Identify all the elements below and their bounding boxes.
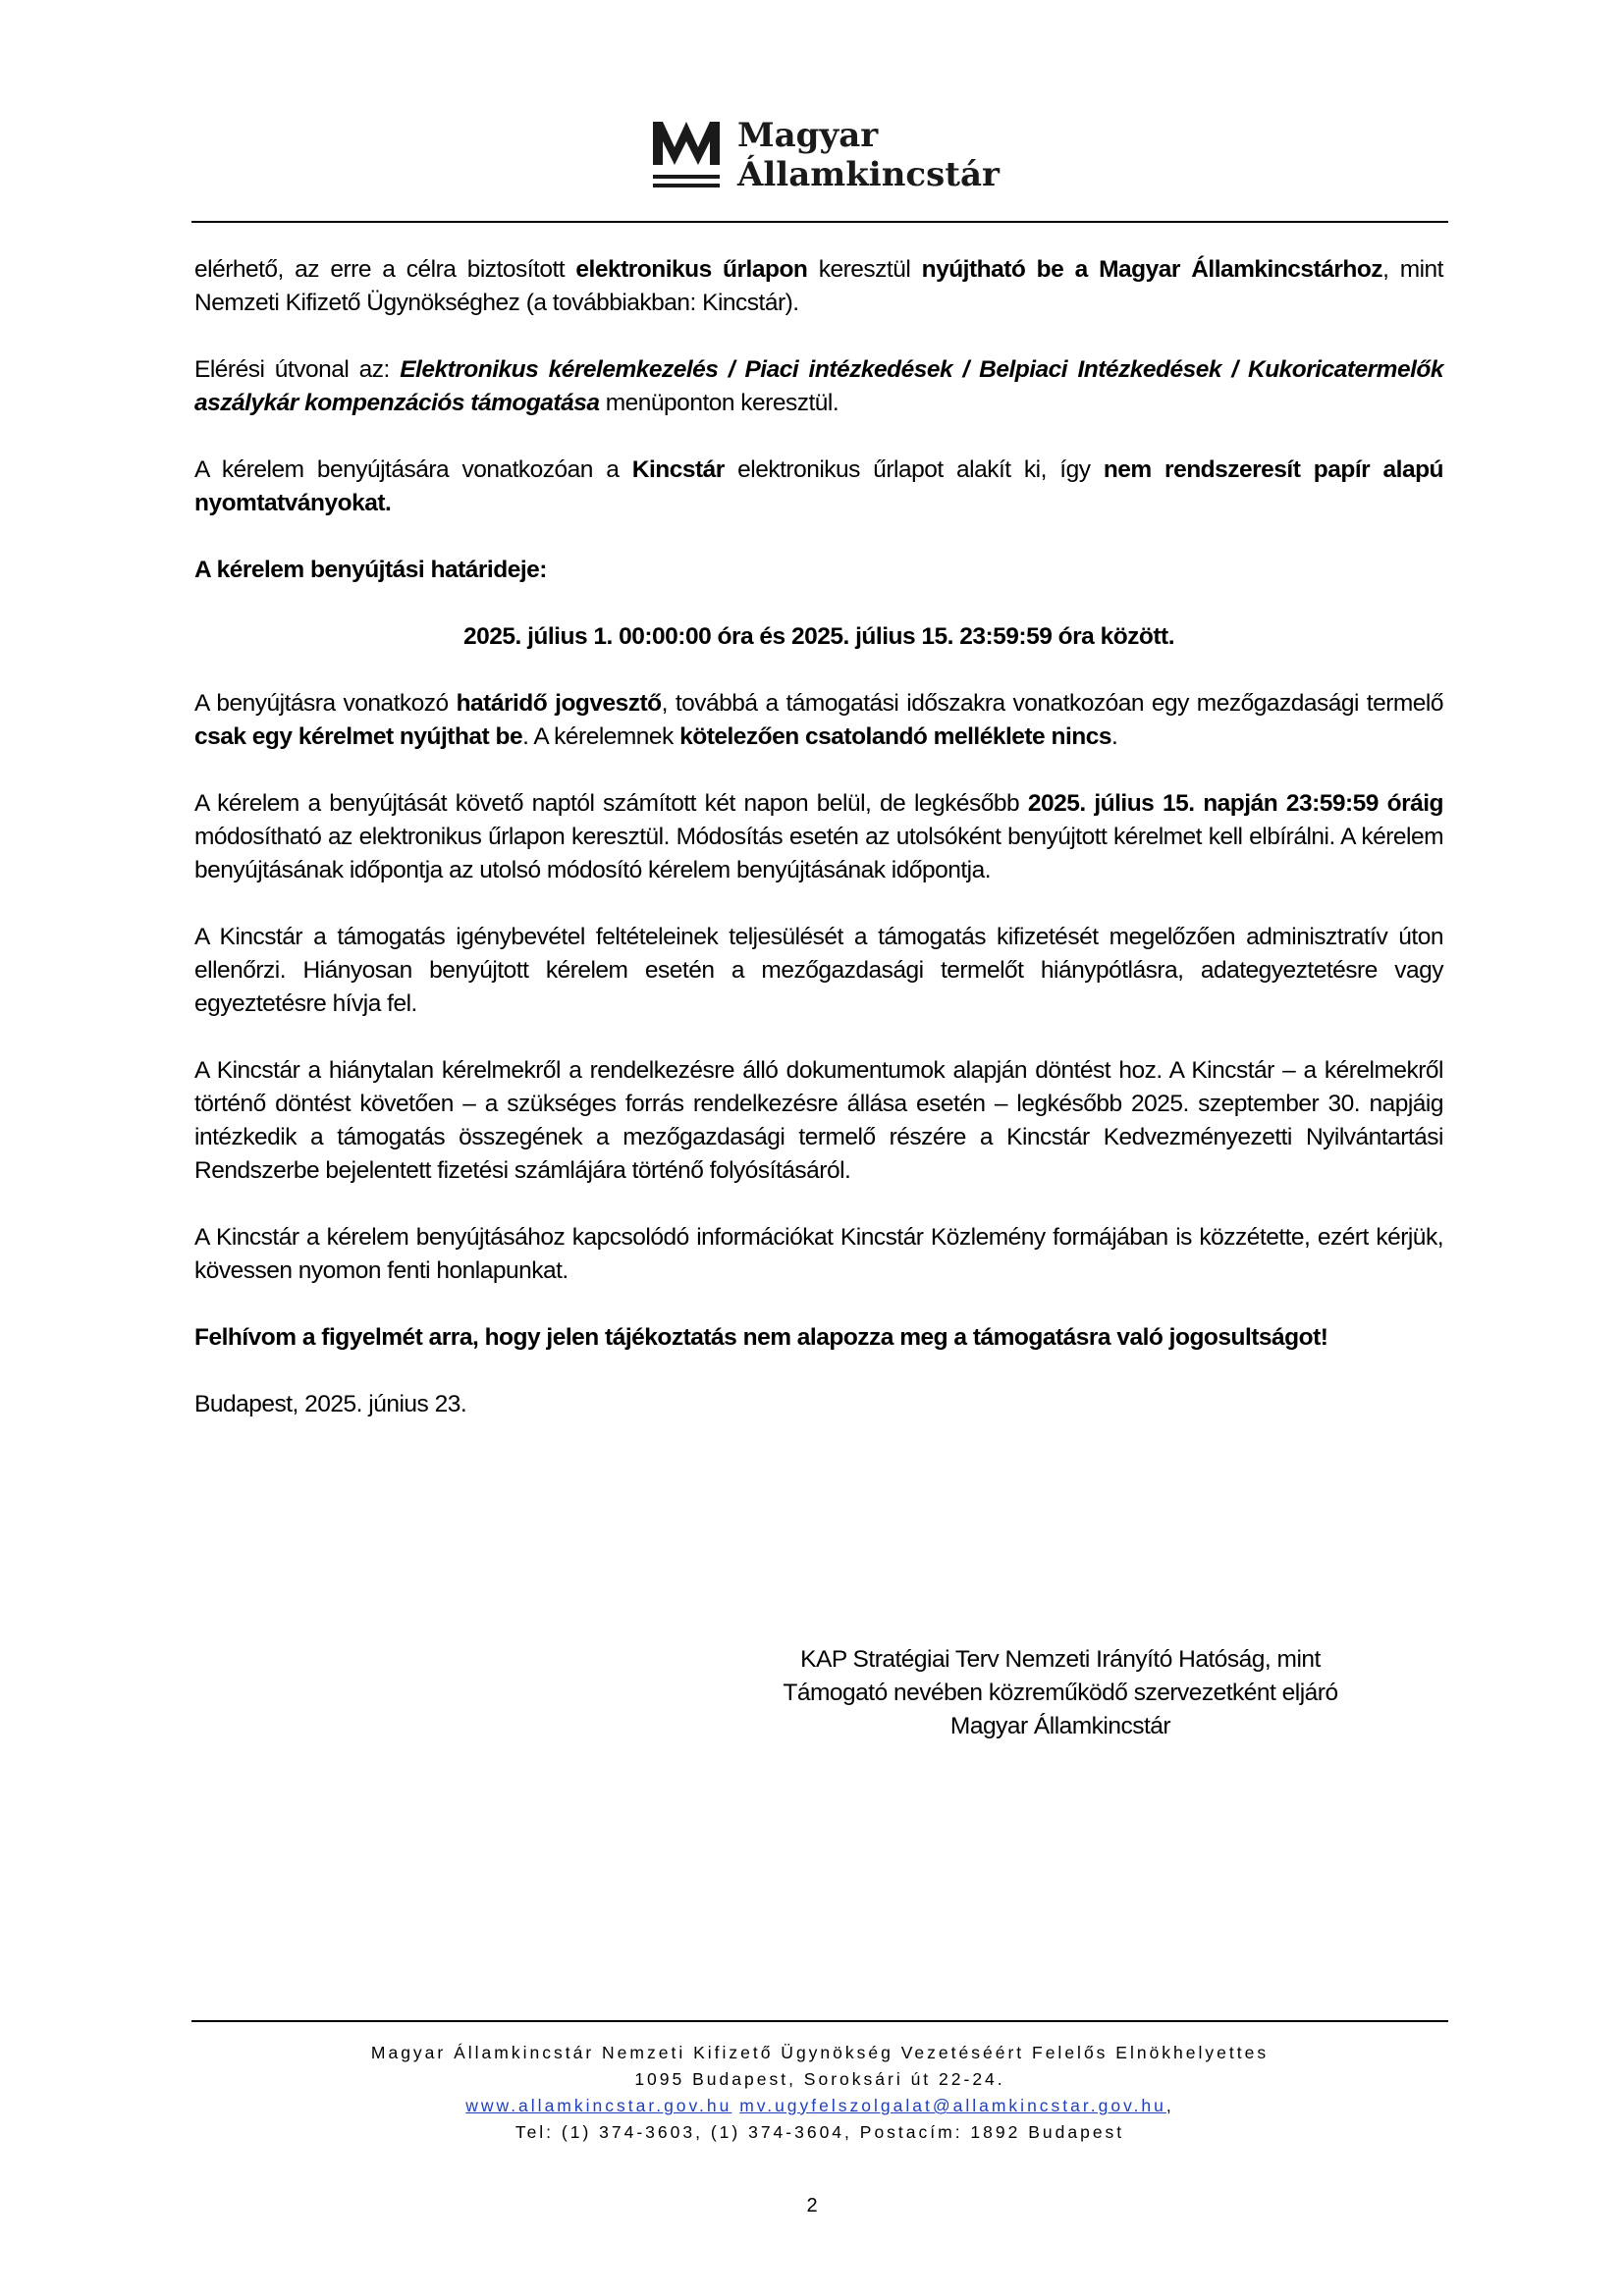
deadline-dates: 2025. július 1. 00:00:00 óra és 2025. július 15. 23:59:59 óra között. <box>462 623 1175 650</box>
logo-wordmark <box>737 116 1000 194</box>
place-and-date: Budapest, 2025. június 23. <box>194 1391 467 1417</box>
signature-block <box>746 1643 1375 1743</box>
page-footer <box>191 2040 1448 2146</box>
signature-line-3: Magyar Államkincstár <box>949 1713 1171 1739</box>
paragraph-electronic-form: A kérelem benyújtására vonatkozóan a Kincstár elektronikus űrlapot alakít ki, így nem rendszeresít papír alapú nyomtatványokat. <box>194 456 1444 516</box>
paragraph-deadline-rules: A benyújtásra vonatkozó határidő jogvesztő, továbbá a támogatási időszakra vonatkozóan egy mezőgazdasági termelő csak egy kérelmet nyújthat be. A kérelemnek kötelezően csatolandó melléklete nincs. <box>194 690 1443 750</box>
paragraph-decision: A Kincstár a hiánytalan kérelmekről a rendelkezésre álló dokumentumok alapján döntést hoz. A Kincstár – a kérelmekről történő döntést követően – a szükséges forrás rendelkezésre állása esetén – legkésőbb 2025. szeptember 30. napjáig intézkedik a támogatás összegének a mezőgazdasági termelő részére a Kincstár Kedvezményezetti Nyilvántartási Rendszerbe bejelentett fizetési számlájára történő folyósításáról. <box>194 1057 1443 1184</box>
logo <box>651 114 1044 212</box>
paragraph-verification: A Kincstár a támogatás igénybevétel feltételeinek teljesülését a támogatás kifizetését megelőzően adminisztratív úton ellenőrzi. Hiányosan benyújtott kérelem esetén a mezőgazdasági termelőt hiánypótlásra, adategyeztetésre vagy egyeztetésre hívja fel. <box>194 924 1443 1017</box>
logo-mark-icon <box>651 114 722 196</box>
email-link[interactable]: mv.ugyfelszolgalat@allamkincstar.gov.hu <box>739 2096 1166 2115</box>
paragraph-access-path: Elérési útvonal az: Elektronikus kérelemkezelés / Piaci intézkedések / Belpiaci Intézkedések / Kukoricatermelők aszálykár kompenzációs támogatása menüponton keresztül. <box>194 356 1443 416</box>
paragraph-modification: A kérelem a benyújtását követő naptól számított két napon belül, de legkésőbb 2025. július 15. napján 23:59:59 óráig módosítható az elektronikus űrlapon keresztül. Módosítás esetén az utolsóként benyújtott kérelmet kell elbírálni. A kérelem benyújtásának időpontja az utolsó módosító kérelem benyújtásának időpontja. <box>194 790 1443 883</box>
deadline-heading: A kérelem benyújtási határideje: <box>194 557 547 583</box>
paragraph-notice: Felhívom a figyelmét arra, hogy jelen tájékoztatás nem alapozza meg a támogatásra való jogosultságot! <box>194 1324 1328 1351</box>
signature-line-1: KAP Stratégiai Terv Nemzeti Irányító Hatóság, mint <box>800 1646 1321 1673</box>
page-number: 2 <box>806 2195 818 2216</box>
footer-contact: Tel: (1) 374-3603, (1) 374-3604, Postacím: 1892 Budapest <box>514 2122 1125 2142</box>
paragraph-announcement: A Kincstár a kérelem benyújtásához kapcsolódó információkat Kincstár Közlemény formájában is közzétette, ezért kérjük, kövessen nyomon fenti honlapunkat. <box>194 1224 1443 1284</box>
footer-address: 1095 Budapest, Soroksári út 22-24. <box>634 2069 1005 2089</box>
footer-organization: Magyar Államkincstár Nemzeti Kifizető Ügynökség Vezetéséért Felelős Elnökhelyettes <box>370 2043 1270 2062</box>
document-body <box>194 253 1443 1455</box>
footer-links: www.allamkincstar.gov.hu mv.ugyfelszolgalat@allamkincstar.gov.hu, <box>465 2096 1174 2115</box>
signature-line-2: Támogató nevében közreműködő szervezetként eljáró <box>783 1680 1338 1706</box>
logo-line-2: Államkincstár <box>737 155 1000 194</box>
header-divider <box>191 221 1448 223</box>
footer-divider <box>191 2020 1448 2022</box>
paragraph-submission: elérhető, az erre a célra biztosított elektronikus űrlapon keresztül nyújtható be a Magyar Államkincstárhoz, mint Nemzeti Kifizető Ügynökséghez (a továbbiakban: Kincstár). <box>194 256 1443 316</box>
website-link[interactable]: www.allamkincstar.gov.hu <box>465 2096 732 2115</box>
logo-line-1: Magyar <box>737 116 879 155</box>
